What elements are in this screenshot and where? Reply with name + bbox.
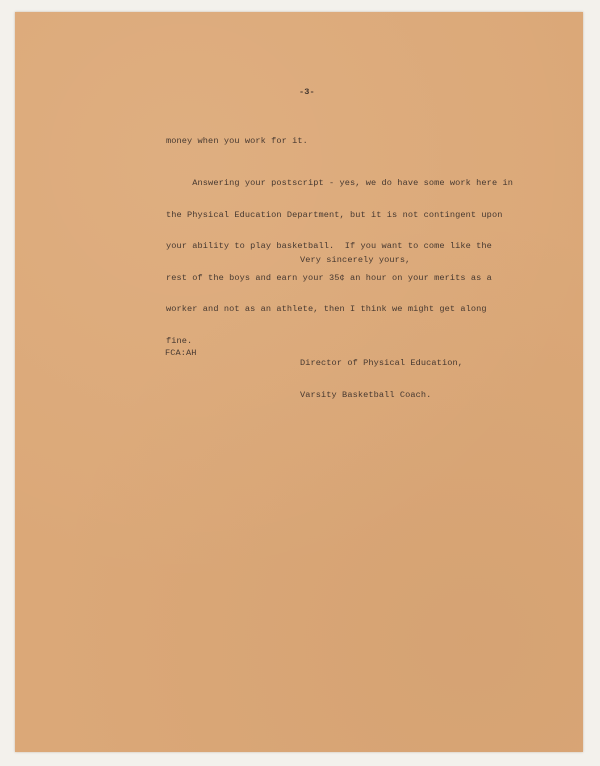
paragraph-line: fine. xyxy=(166,335,193,346)
signature-title-line: Director of Physical Education, xyxy=(300,358,463,368)
continuation-line: money when you work for it. xyxy=(166,136,308,146)
complimentary-closing: Very sincerely yours, xyxy=(300,255,411,265)
paragraph-line: your ability to play basketball. If you want to come like the xyxy=(166,241,492,251)
paragraph-line: worker and not as an athlete, then I think we might get along xyxy=(166,304,487,314)
signature-title-line: Varsity Basketball Coach. xyxy=(300,389,432,400)
page-number: -3- xyxy=(299,87,315,97)
paragraph-line: the Physical Education Department, but it is not contingent upon xyxy=(166,209,503,220)
paragraph-line: Answering your postscript - yes, we do have some work here in xyxy=(166,178,513,188)
typist-initials: FCA:AH xyxy=(165,348,197,358)
paragraph-line: rest of the boys and earn your 35¢ an hour on your merits as a xyxy=(166,272,492,283)
letter-page xyxy=(15,12,583,752)
signature-title-block xyxy=(300,337,463,421)
